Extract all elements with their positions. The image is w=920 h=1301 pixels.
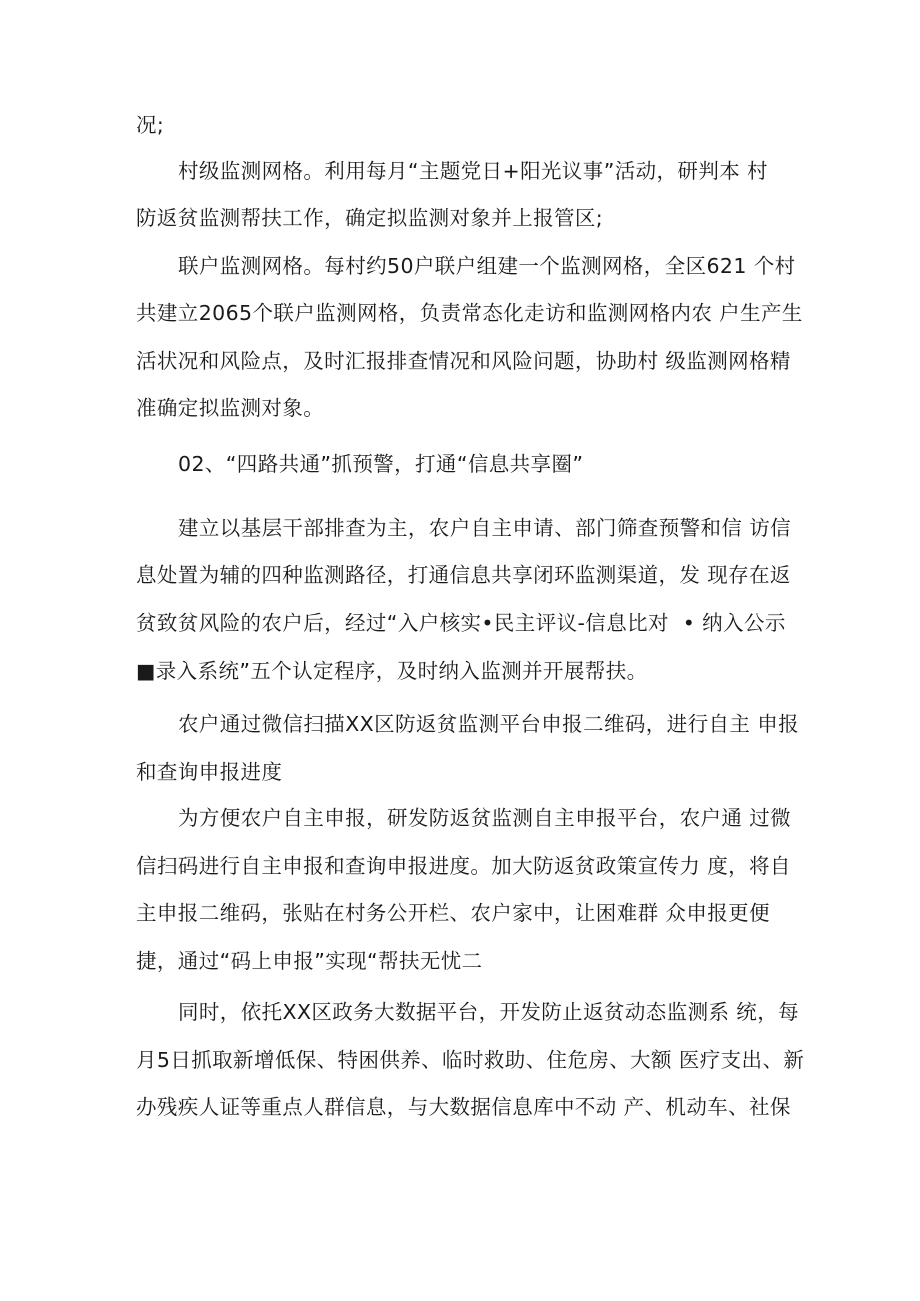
text-line: 月5日抓取新增低保、特困供养、临时救助、住危房、大额 医疗支出、新 (136, 1048, 805, 1072)
paragraph-qr-line: 农户通过微信扫描XX区防返贫监测平台申报二维码，进行自主 申报 (178, 712, 800, 736)
text-line: 防返贫监测帮扶工作，确定拟监测对象并上报管区; (136, 206, 604, 230)
text-line: 况; (136, 113, 165, 137)
text-line: 准确定拟监测对象。 (136, 396, 325, 420)
paragraph-village-grid-line: 村级监测网格。利用每月“主题党日+阳光议事”活动，研判本 村 (178, 159, 768, 183)
text-line: 捷，通过“码上申报”实现“帮扶无忧二 (136, 949, 483, 973)
text-line: 信扫码进行自主申报和查询申报进度。加大防返贫政策宣传力 度，将自 (136, 854, 791, 878)
text-line: 共建立2065个联户监测网格，负责常态化走访和监测网格内农 户生产生 (136, 301, 803, 325)
text-line: 办残疾人证等重点人群信息，与大数据信息库中不动 产、机动车、社保 (136, 1095, 791, 1119)
paragraph-self-report-line: 为方便农户自主申报，研发防返贫监测自主申报平台，农户通 过微 (178, 806, 792, 830)
text-line: 和查询申报进度 (136, 760, 283, 784)
text-line: 贫致贫风险的农户后，经过“入户核实•民主评议-信息比对 • 纳入公示 (136, 611, 786, 635)
paragraph-household-grid-line: 联户监测网格。每村约50户联户组建一个监测网格，全区621 个村 (178, 254, 796, 278)
text-line: 息处置为辅的四种监测路径，打通信息共享闭环监测渠道，发 现存在返 (136, 563, 791, 587)
section-heading: 02、“四路共通”抓预警，打通“信息共享圈” (178, 452, 584, 476)
paragraph-monitoring-paths-line: 建立以基层干部排查为主，农户自主申请、部门筛查预警和信 访信 (178, 516, 792, 540)
paragraph-big-data-line: 同时，依托XX区政务大数据平台，开发防止返贫动态监测系 统，每 (178, 1000, 800, 1024)
text-line: 活状况和风险点，及时汇报排查情况和风险问题，协助村 级监测网格精 (136, 349, 791, 373)
text-line: ■录入系统”五个认定程序，及时纳入监测并开展帮扶。 (136, 659, 648, 683)
text-line: 主申报二维码，张贴在村务公开栏、农户家中，让困难群 众申报更便 (136, 901, 770, 925)
